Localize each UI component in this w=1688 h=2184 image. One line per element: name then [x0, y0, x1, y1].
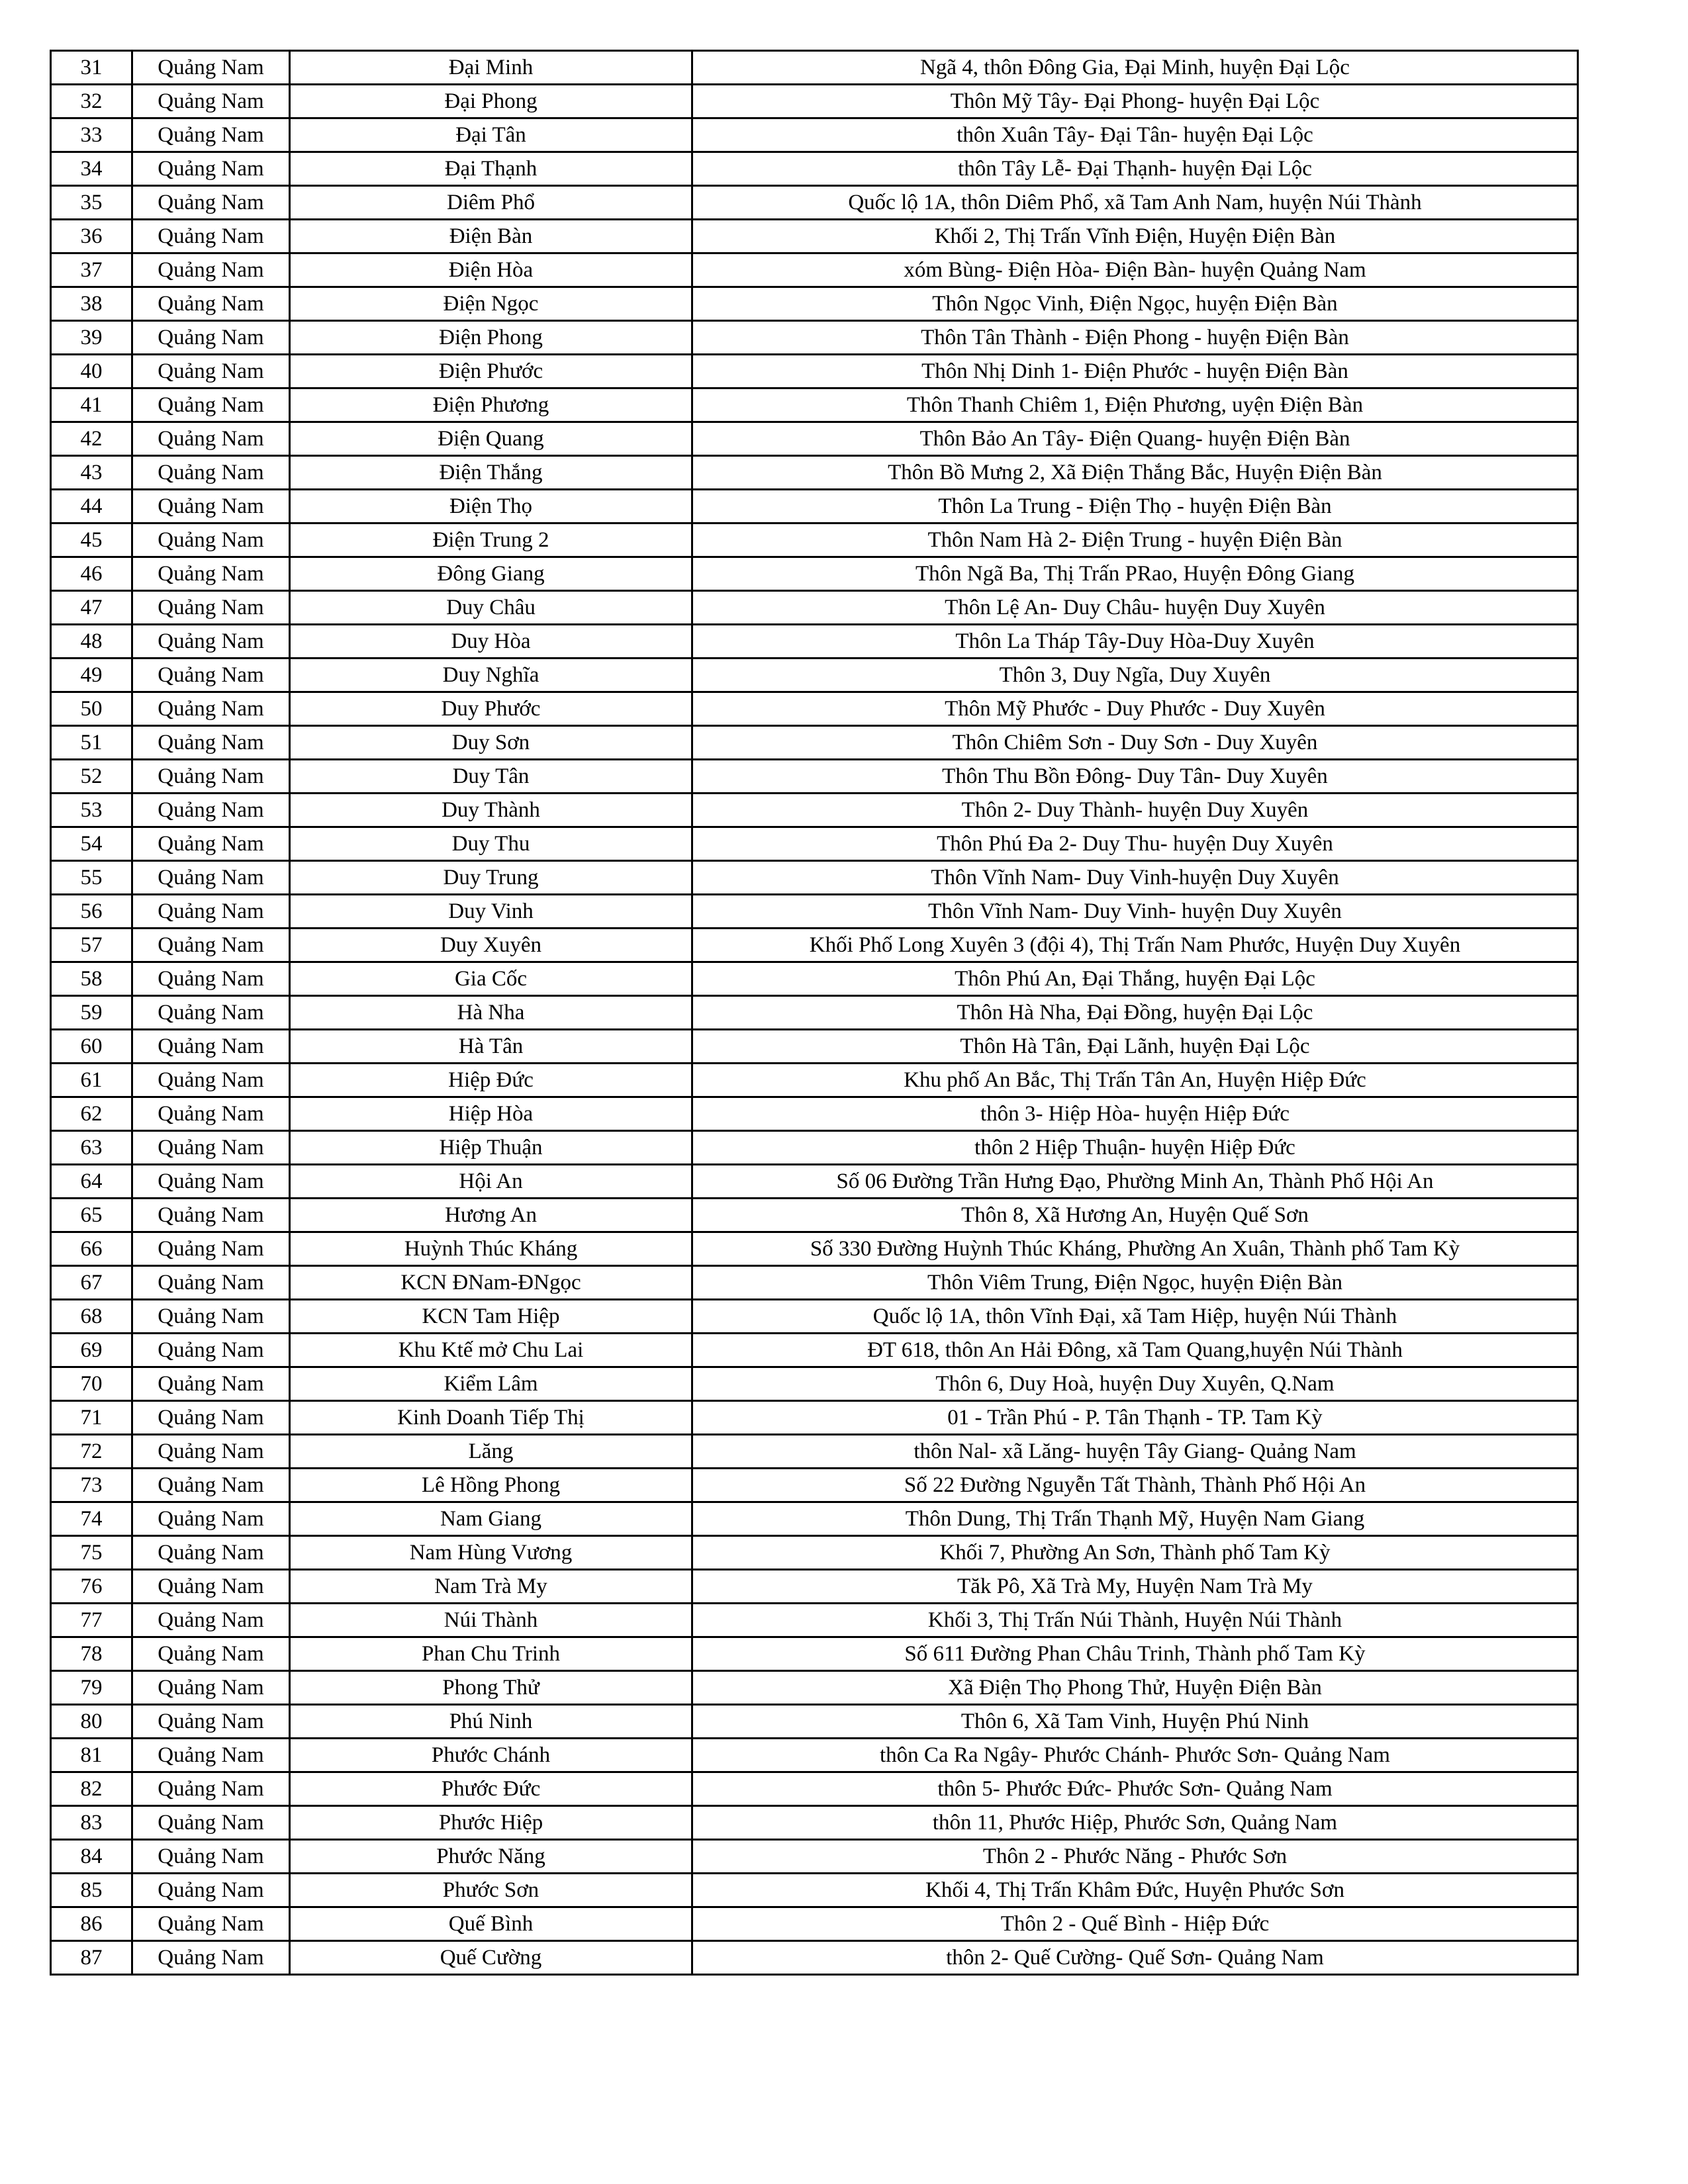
- province-cell: Quảng Nam: [132, 220, 290, 253]
- province-cell: Quảng Nam: [132, 1097, 290, 1131]
- branch-name-cell: Duy Phước: [290, 692, 692, 726]
- table-row: [51, 794, 1578, 827]
- branch-name-cell: Duy Hòa: [290, 625, 692, 659]
- branch-name-cell: Điện Ngọc: [290, 287, 692, 321]
- province-cell: Quảng Nam: [132, 962, 290, 996]
- address-cell: Thôn Thanh Chiêm 1, Điện Phương, uyện Điện Bàn: [692, 388, 1578, 422]
- address-cell: 01 - Trần Phú - P. Tân Thạnh - TP. Tam Kỳ: [692, 1401, 1578, 1435]
- table-row: [51, 1840, 1578, 1874]
- row-number-cell: 60: [51, 1030, 132, 1064]
- row-number-cell: 74: [51, 1502, 132, 1536]
- address-cell: Xã Điện Thọ Phong Thử, Huyện Điện Bàn: [692, 1671, 1578, 1705]
- branch-name-cell: KCN ĐNam-ĐNgọc: [290, 1266, 692, 1300]
- table-row: [51, 1435, 1578, 1469]
- branch-name-cell: Điện Thắng: [290, 456, 692, 490]
- branch-name-cell: Hiệp Đức: [290, 1064, 692, 1097]
- branch-name-cell: Duy Châu: [290, 591, 692, 625]
- address-cell: Khối 3, Thị Trấn Núi Thành, Huyện Núi Thành: [692, 1604, 1578, 1637]
- branch-name-cell: Đông Giang: [290, 557, 692, 591]
- table-row: [51, 1671, 1578, 1705]
- address-cell: Số 06 Đường Trần Hưng Đạo, Phường Minh An, Thành Phố Hội An: [692, 1165, 1578, 1199]
- address-cell: thôn 3- Hiệp Hòa- huyện Hiệp Đức: [692, 1097, 1578, 1131]
- table-row: [51, 1401, 1578, 1435]
- table-row: [51, 1266, 1578, 1300]
- address-cell: Quốc lộ 1A, thôn Diêm Phổ, xã Tam Anh Nam, huyện Núi Thành: [692, 186, 1578, 220]
- address-cell: Số 22 Đường Nguyễn Tất Thành, Thành Phố Hội An: [692, 1469, 1578, 1502]
- table-row: [51, 186, 1578, 220]
- province-cell: Quảng Nam: [132, 1300, 290, 1334]
- row-number-cell: 70: [51, 1367, 132, 1401]
- table-row: [51, 456, 1578, 490]
- table-row: [51, 1907, 1578, 1941]
- table-row: [51, 388, 1578, 422]
- province-cell: Quảng Nam: [132, 321, 290, 355]
- row-number-cell: 83: [51, 1806, 132, 1840]
- table-row: [51, 1705, 1578, 1739]
- province-cell: Quảng Nam: [132, 490, 290, 523]
- table-row: [51, 287, 1578, 321]
- province-cell: Quảng Nam: [132, 827, 290, 861]
- province-cell: Quảng Nam: [132, 794, 290, 827]
- province-cell: Quảng Nam: [132, 1469, 290, 1502]
- branch-name-cell: Điện Quang: [290, 422, 692, 456]
- address-cell: Số 611 Đường Phan Châu Trinh, Thành phố Tam Kỳ: [692, 1637, 1578, 1671]
- branch-name-cell: Duy Xuyên: [290, 929, 692, 962]
- branch-name-cell: Đại Phong: [290, 85, 692, 118]
- row-number-cell: 54: [51, 827, 132, 861]
- address-cell: xóm Bùng- Điện Hòa- Điện Bàn- huyện Quảng Nam: [692, 253, 1578, 287]
- province-cell: Quảng Nam: [132, 1131, 290, 1165]
- address-cell: Số 330 Đường Huỳnh Thúc Kháng, Phường An Xuân, Thành phố Tam Kỳ: [692, 1232, 1578, 1266]
- row-number-cell: 63: [51, 1131, 132, 1165]
- province-cell: Quảng Nam: [132, 760, 290, 794]
- province-cell: Quảng Nam: [132, 1907, 290, 1941]
- address-cell: ĐT 618, thôn An Hải Đông, xã Tam Quang,huyện Núi Thành: [692, 1334, 1578, 1367]
- branch-name-cell: Lê Hồng Phong: [290, 1469, 692, 1502]
- table-row: [51, 1300, 1578, 1334]
- branch-name-cell: Phước Năng: [290, 1840, 692, 1874]
- row-number-cell: 62: [51, 1097, 132, 1131]
- address-cell: thôn 2 Hiệp Thuận- huyện Hiệp Đức: [692, 1131, 1578, 1165]
- row-number-cell: 31: [51, 51, 132, 85]
- province-cell: Quảng Nam: [132, 85, 290, 118]
- province-cell: Quảng Nam: [132, 1840, 290, 1874]
- address-cell: Thôn Ngọc Vinh, Điện Ngọc, huyện Điện Bàn: [692, 287, 1578, 321]
- address-cell: Thôn 2- Duy Thành- huyện Duy Xuyên: [692, 794, 1578, 827]
- address-cell: Thôn Thu Bồn Đông- Duy Tân- Duy Xuyên: [692, 760, 1578, 794]
- province-cell: Quảng Nam: [132, 51, 290, 85]
- address-cell: Thôn 8, Xã Hương An, Huyện Quế Sơn: [692, 1199, 1578, 1232]
- table-row: [51, 1232, 1578, 1266]
- branch-name-cell: Điện Thọ: [290, 490, 692, 523]
- province-cell: Quảng Nam: [132, 996, 290, 1030]
- province-cell: Quảng Nam: [132, 1671, 290, 1705]
- province-cell: Quảng Nam: [132, 287, 290, 321]
- table-row: [51, 85, 1578, 118]
- province-cell: Quảng Nam: [132, 152, 290, 186]
- row-number-cell: 44: [51, 490, 132, 523]
- address-cell: Thôn La Tháp Tây-Duy Hòa-Duy Xuyên: [692, 625, 1578, 659]
- branch-name-cell: Huỳnh Thúc Kháng: [290, 1232, 692, 1266]
- address-cell: Quốc lộ 1A, thôn Vĩnh Đại, xã Tam Hiệp, huyện Núi Thành: [692, 1300, 1578, 1334]
- row-number-cell: 81: [51, 1739, 132, 1772]
- branch-name-cell: Lăng: [290, 1435, 692, 1469]
- address-cell: thôn Tây Lễ- Đại Thạnh- huyện Đại Lộc: [692, 152, 1578, 186]
- branch-name-cell: Duy Thu: [290, 827, 692, 861]
- address-cell: Thôn 2 - Quế Bình - Hiệp Đức: [692, 1907, 1578, 1941]
- table-row: [51, 726, 1578, 760]
- branch-name-cell: Hà Tân: [290, 1030, 692, 1064]
- province-cell: Quảng Nam: [132, 895, 290, 929]
- address-cell: Thôn La Trung - Điện Thọ - huyện Điện Bàn: [692, 490, 1578, 523]
- address-cell: thôn Ca Ra Ngây- Phước Chánh- Phước Sơn- Quảng Nam: [692, 1739, 1578, 1772]
- province-cell: Quảng Nam: [132, 1064, 290, 1097]
- table-row: [51, 1502, 1578, 1536]
- branch-name-cell: Duy Tân: [290, 760, 692, 794]
- table-body: [51, 51, 1578, 1975]
- province-cell: Quảng Nam: [132, 1401, 290, 1435]
- province-cell: Quảng Nam: [132, 557, 290, 591]
- address-cell: Thôn Chiêm Sơn - Duy Sơn - Duy Xuyên: [692, 726, 1578, 760]
- row-number-cell: 53: [51, 794, 132, 827]
- table-row: [51, 625, 1578, 659]
- province-cell: Quảng Nam: [132, 1874, 290, 1907]
- row-number-cell: 36: [51, 220, 132, 253]
- province-cell: Quảng Nam: [132, 1604, 290, 1637]
- branch-name-cell: Phước Chánh: [290, 1739, 692, 1772]
- address-cell: Thôn 3, Duy Ngĩa, Duy Xuyên: [692, 659, 1578, 692]
- row-number-cell: 82: [51, 1772, 132, 1806]
- branch-name-cell: Hương An: [290, 1199, 692, 1232]
- province-cell: Quảng Nam: [132, 355, 290, 388]
- province-cell: Quảng Nam: [132, 456, 290, 490]
- table-row: [51, 220, 1578, 253]
- address-cell: Thôn Lệ An- Duy Châu- huyện Duy Xuyên: [692, 591, 1578, 625]
- branch-name-cell: Hiệp Thuận: [290, 1131, 692, 1165]
- province-cell: Quảng Nam: [132, 1536, 290, 1570]
- address-cell: Thôn Phú An, Đại Thắng, huyện Đại Lộc: [692, 962, 1578, 996]
- table-row: [51, 861, 1578, 895]
- address-cell: Thôn Tân Thành - Điện Phong - huyện Điện Bàn: [692, 321, 1578, 355]
- address-cell: Ngã 4, thôn Đông Gia, Đại Minh, huyện Đại Lộc: [692, 51, 1578, 85]
- row-number-cell: 40: [51, 355, 132, 388]
- province-cell: Quảng Nam: [132, 1266, 290, 1300]
- row-number-cell: 42: [51, 422, 132, 456]
- table-row: [51, 152, 1578, 186]
- branch-name-cell: Nam Hùng Vương: [290, 1536, 692, 1570]
- row-number-cell: 61: [51, 1064, 132, 1097]
- address-cell: Khối 2, Thị Trấn Vĩnh Điện, Huyện Điện Bàn: [692, 220, 1578, 253]
- table-row: [51, 1064, 1578, 1097]
- row-number-cell: 86: [51, 1907, 132, 1941]
- table-row: [51, 1941, 1578, 1975]
- table-row: [51, 827, 1578, 861]
- table-row: [51, 659, 1578, 692]
- branch-name-cell: Kinh Doanh Tiếp Thị: [290, 1401, 692, 1435]
- address-cell: Khu phố An Bắc, Thị Trấn Tân An, Huyện Hiệp Đức: [692, 1064, 1578, 1097]
- province-cell: Quảng Nam: [132, 726, 290, 760]
- address-cell: Thôn Mỹ Tây- Đại Phong- huyện Đại Lộc: [692, 85, 1578, 118]
- branch-name-cell: Núi Thành: [290, 1604, 692, 1637]
- branch-name-cell: Diêm Phổ: [290, 186, 692, 220]
- province-cell: Quảng Nam: [132, 659, 290, 692]
- branch-name-cell: Khu Ktế mở Chu Lai: [290, 1334, 692, 1367]
- branch-name-cell: Quế Cường: [290, 1941, 692, 1975]
- province-cell: Quảng Nam: [132, 253, 290, 287]
- row-number-cell: 41: [51, 388, 132, 422]
- branch-name-cell: Quế Bình: [290, 1907, 692, 1941]
- row-number-cell: 34: [51, 152, 132, 186]
- row-number-cell: 66: [51, 1232, 132, 1266]
- branch-name-cell: Đại Minh: [290, 51, 692, 85]
- province-cell: Quảng Nam: [132, 1232, 290, 1266]
- row-number-cell: 67: [51, 1266, 132, 1300]
- address-cell: Thôn Vĩnh Nam- Duy Vinh- huyện Duy Xuyên: [692, 895, 1578, 929]
- address-cell: thôn 2- Quế Cường- Quế Sơn- Quảng Nam: [692, 1941, 1578, 1975]
- address-cell: Khối Phố Long Xuyên 3 (đội 4), Thị Trấn Nam Phước, Huyện Duy Xuyên: [692, 929, 1578, 962]
- table-row: [51, 1469, 1578, 1502]
- address-cell: Thôn Nam Hà 2- Điện Trung - huyện Điện Bàn: [692, 523, 1578, 557]
- row-number-cell: 48: [51, 625, 132, 659]
- branch-name-cell: Duy Vinh: [290, 895, 692, 929]
- table-row: [51, 895, 1578, 929]
- row-number-cell: 76: [51, 1570, 132, 1604]
- row-number-cell: 68: [51, 1300, 132, 1334]
- table-row: [51, 962, 1578, 996]
- province-cell: Quảng Nam: [132, 1502, 290, 1536]
- row-number-cell: 59: [51, 996, 132, 1030]
- table-row: [51, 929, 1578, 962]
- table-row: [51, 253, 1578, 287]
- province-cell: Quảng Nam: [132, 929, 290, 962]
- row-number-cell: 79: [51, 1671, 132, 1705]
- province-cell: Quảng Nam: [132, 1941, 290, 1975]
- row-number-cell: 75: [51, 1536, 132, 1570]
- province-cell: Quảng Nam: [132, 1739, 290, 1772]
- branch-name-cell: Điện Phước: [290, 355, 692, 388]
- address-cell: thôn 11, Phước Hiệp, Phước Sơn, Quảng Nam: [692, 1806, 1578, 1840]
- province-cell: Quảng Nam: [132, 186, 290, 220]
- row-number-cell: 57: [51, 929, 132, 962]
- branch-name-cell: Đại Thạnh: [290, 152, 692, 186]
- branch-name-cell: Điện Phong: [290, 321, 692, 355]
- table-row: [51, 996, 1578, 1030]
- table-row: [51, 1030, 1578, 1064]
- table-row: [51, 1097, 1578, 1131]
- province-cell: Quảng Nam: [132, 1806, 290, 1840]
- table-row: [51, 118, 1578, 152]
- province-cell: Quảng Nam: [132, 1199, 290, 1232]
- address-cell: Thôn Vĩnh Nam- Duy Vinh-huyện Duy Xuyên: [692, 861, 1578, 895]
- table-row: [51, 490, 1578, 523]
- address-cell: thôn Xuân Tây- Đại Tân- huyện Đại Lộc: [692, 118, 1578, 152]
- row-number-cell: 38: [51, 287, 132, 321]
- row-number-cell: 56: [51, 895, 132, 929]
- branch-name-cell: Phong Thử: [290, 1671, 692, 1705]
- address-cell: thôn 5- Phước Đức- Phước Sơn- Quảng Nam: [692, 1772, 1578, 1806]
- address-cell: Thôn Ngã Ba, Thị Trấn PRao, Huyện Đông Giang: [692, 557, 1578, 591]
- address-cell: Khối 4, Thị Trấn Khâm Đức, Huyện Phước Sơn: [692, 1874, 1578, 1907]
- province-cell: Quảng Nam: [132, 1772, 290, 1806]
- address-cell: Thôn Mỹ Phước - Duy Phước - Duy Xuyên: [692, 692, 1578, 726]
- branch-name-cell: Phan Chu Trinh: [290, 1637, 692, 1671]
- province-cell: Quảng Nam: [132, 1435, 290, 1469]
- row-number-cell: 32: [51, 85, 132, 118]
- row-number-cell: 72: [51, 1435, 132, 1469]
- branch-name-cell: Duy Nghĩa: [290, 659, 692, 692]
- branch-name-cell: Điện Hòa: [290, 253, 692, 287]
- province-cell: Quảng Nam: [132, 422, 290, 456]
- table-row: [51, 1570, 1578, 1604]
- province-cell: Quảng Nam: [132, 1637, 290, 1671]
- address-cell: thôn Nal- xã Lăng- huyện Tây Giang- Quảng Nam: [692, 1435, 1578, 1469]
- branch-address-table: [50, 50, 1579, 1976]
- table-row: [51, 557, 1578, 591]
- branch-name-cell: Nam Giang: [290, 1502, 692, 1536]
- branch-name-cell: Điện Phương: [290, 388, 692, 422]
- table-row: [51, 1199, 1578, 1232]
- row-number-cell: 49: [51, 659, 132, 692]
- row-number-cell: 35: [51, 186, 132, 220]
- row-number-cell: 45: [51, 523, 132, 557]
- row-number-cell: 43: [51, 456, 132, 490]
- branch-name-cell: Nam Trà My: [290, 1570, 692, 1604]
- address-cell: Thôn Bảo An Tây- Điện Quang- huyện Điện Bàn: [692, 422, 1578, 456]
- branch-name-cell: Điện Trung 2: [290, 523, 692, 557]
- table-row: [51, 1131, 1578, 1165]
- row-number-cell: 84: [51, 1840, 132, 1874]
- table-row: [51, 1739, 1578, 1772]
- row-number-cell: 47: [51, 591, 132, 625]
- branch-name-cell: Đại Tân: [290, 118, 692, 152]
- table-row: [51, 760, 1578, 794]
- row-number-cell: 51: [51, 726, 132, 760]
- province-cell: Quảng Nam: [132, 1030, 290, 1064]
- branch-name-cell: Hội An: [290, 1165, 692, 1199]
- province-cell: Quảng Nam: [132, 1570, 290, 1604]
- row-number-cell: 55: [51, 861, 132, 895]
- table-row: [51, 1637, 1578, 1671]
- table-row: [51, 523, 1578, 557]
- table-row: [51, 321, 1578, 355]
- table-row: [51, 422, 1578, 456]
- branch-name-cell: Hiệp Hòa: [290, 1097, 692, 1131]
- row-number-cell: 46: [51, 557, 132, 591]
- row-number-cell: 65: [51, 1199, 132, 1232]
- address-cell: Thôn Dung, Thị Trấn Thạnh Mỹ, Huyện Nam Giang: [692, 1502, 1578, 1536]
- province-cell: Quảng Nam: [132, 1705, 290, 1739]
- province-cell: Quảng Nam: [132, 692, 290, 726]
- row-number-cell: 85: [51, 1874, 132, 1907]
- address-cell: Thôn 6, Duy Hoà, huyện Duy Xuyên, Q.Nam: [692, 1367, 1578, 1401]
- province-cell: Quảng Nam: [132, 625, 290, 659]
- row-number-cell: 87: [51, 1941, 132, 1975]
- branch-name-cell: Phước Đức: [290, 1772, 692, 1806]
- address-cell: Thôn Viêm Trung, Điện Ngọc, huyện Điện Bàn: [692, 1266, 1578, 1300]
- row-number-cell: 64: [51, 1165, 132, 1199]
- row-number-cell: 78: [51, 1637, 132, 1671]
- province-cell: Quảng Nam: [132, 1165, 290, 1199]
- row-number-cell: 33: [51, 118, 132, 152]
- table-row: [51, 692, 1578, 726]
- address-cell: Thôn Hà Tân, Đại Lãnh, huyện Đại Lộc: [692, 1030, 1578, 1064]
- table-row: [51, 1604, 1578, 1637]
- table-row: [51, 1806, 1578, 1840]
- province-cell: Quảng Nam: [132, 861, 290, 895]
- row-number-cell: 80: [51, 1705, 132, 1739]
- address-cell: Thôn Phú Đa 2- Duy Thu- huyện Duy Xuyên: [692, 827, 1578, 861]
- table-row: [51, 51, 1578, 85]
- branch-name-cell: Phước Hiệp: [290, 1806, 692, 1840]
- province-cell: Quảng Nam: [132, 1334, 290, 1367]
- branch-name-cell: Phú Ninh: [290, 1705, 692, 1739]
- province-cell: Quảng Nam: [132, 523, 290, 557]
- row-number-cell: 37: [51, 253, 132, 287]
- row-number-cell: 58: [51, 962, 132, 996]
- row-number-cell: 50: [51, 692, 132, 726]
- branch-name-cell: Gia Cốc: [290, 962, 692, 996]
- address-cell: Thôn 2 - Phước Năng - Phước Sơn: [692, 1840, 1578, 1874]
- table-row: [51, 1165, 1578, 1199]
- table-row: [51, 1334, 1578, 1367]
- address-cell: Thôn 6, Xã Tam Vinh, Huyện Phú Ninh: [692, 1705, 1578, 1739]
- address-cell: Khối 7, Phường An Sơn, Thành phố Tam Kỳ: [692, 1536, 1578, 1570]
- province-cell: Quảng Nam: [132, 1367, 290, 1401]
- address-cell: Thôn Hà Nha, Đại Đồng, huyện Đại Lộc: [692, 996, 1578, 1030]
- branch-name-cell: KCN Tam Hiệp: [290, 1300, 692, 1334]
- branch-name-cell: Duy Trung: [290, 861, 692, 895]
- branch-name-cell: Phước Sơn: [290, 1874, 692, 1907]
- province-cell: Quảng Nam: [132, 118, 290, 152]
- table-row: [51, 355, 1578, 388]
- address-cell: Thôn Nhị Dinh 1- Điện Phước - huyện Điện Bàn: [692, 355, 1578, 388]
- row-number-cell: 69: [51, 1334, 132, 1367]
- province-cell: Quảng Nam: [132, 591, 290, 625]
- branch-name-cell: Điện Bàn: [290, 220, 692, 253]
- row-number-cell: 71: [51, 1401, 132, 1435]
- table-row: [51, 1772, 1578, 1806]
- branch-name-cell: Duy Thành: [290, 794, 692, 827]
- address-cell: Thôn Bồ Mưng 2, Xã Điện Thắng Bắc, Huyện Điện Bàn: [692, 456, 1578, 490]
- branch-name-cell: Kiểm Lâm: [290, 1367, 692, 1401]
- row-number-cell: 39: [51, 321, 132, 355]
- table-row: [51, 1367, 1578, 1401]
- table-row: [51, 1536, 1578, 1570]
- row-number-cell: 52: [51, 760, 132, 794]
- address-cell: Tăk Pô, Xã Trà My, Huyện Nam Trà My: [692, 1570, 1578, 1604]
- table-row: [51, 1874, 1578, 1907]
- table-row: [51, 591, 1578, 625]
- branch-name-cell: Duy Sơn: [290, 726, 692, 760]
- row-number-cell: 77: [51, 1604, 132, 1637]
- row-number-cell: 73: [51, 1469, 132, 1502]
- province-cell: Quảng Nam: [132, 388, 290, 422]
- branch-name-cell: Hà Nha: [290, 996, 692, 1030]
